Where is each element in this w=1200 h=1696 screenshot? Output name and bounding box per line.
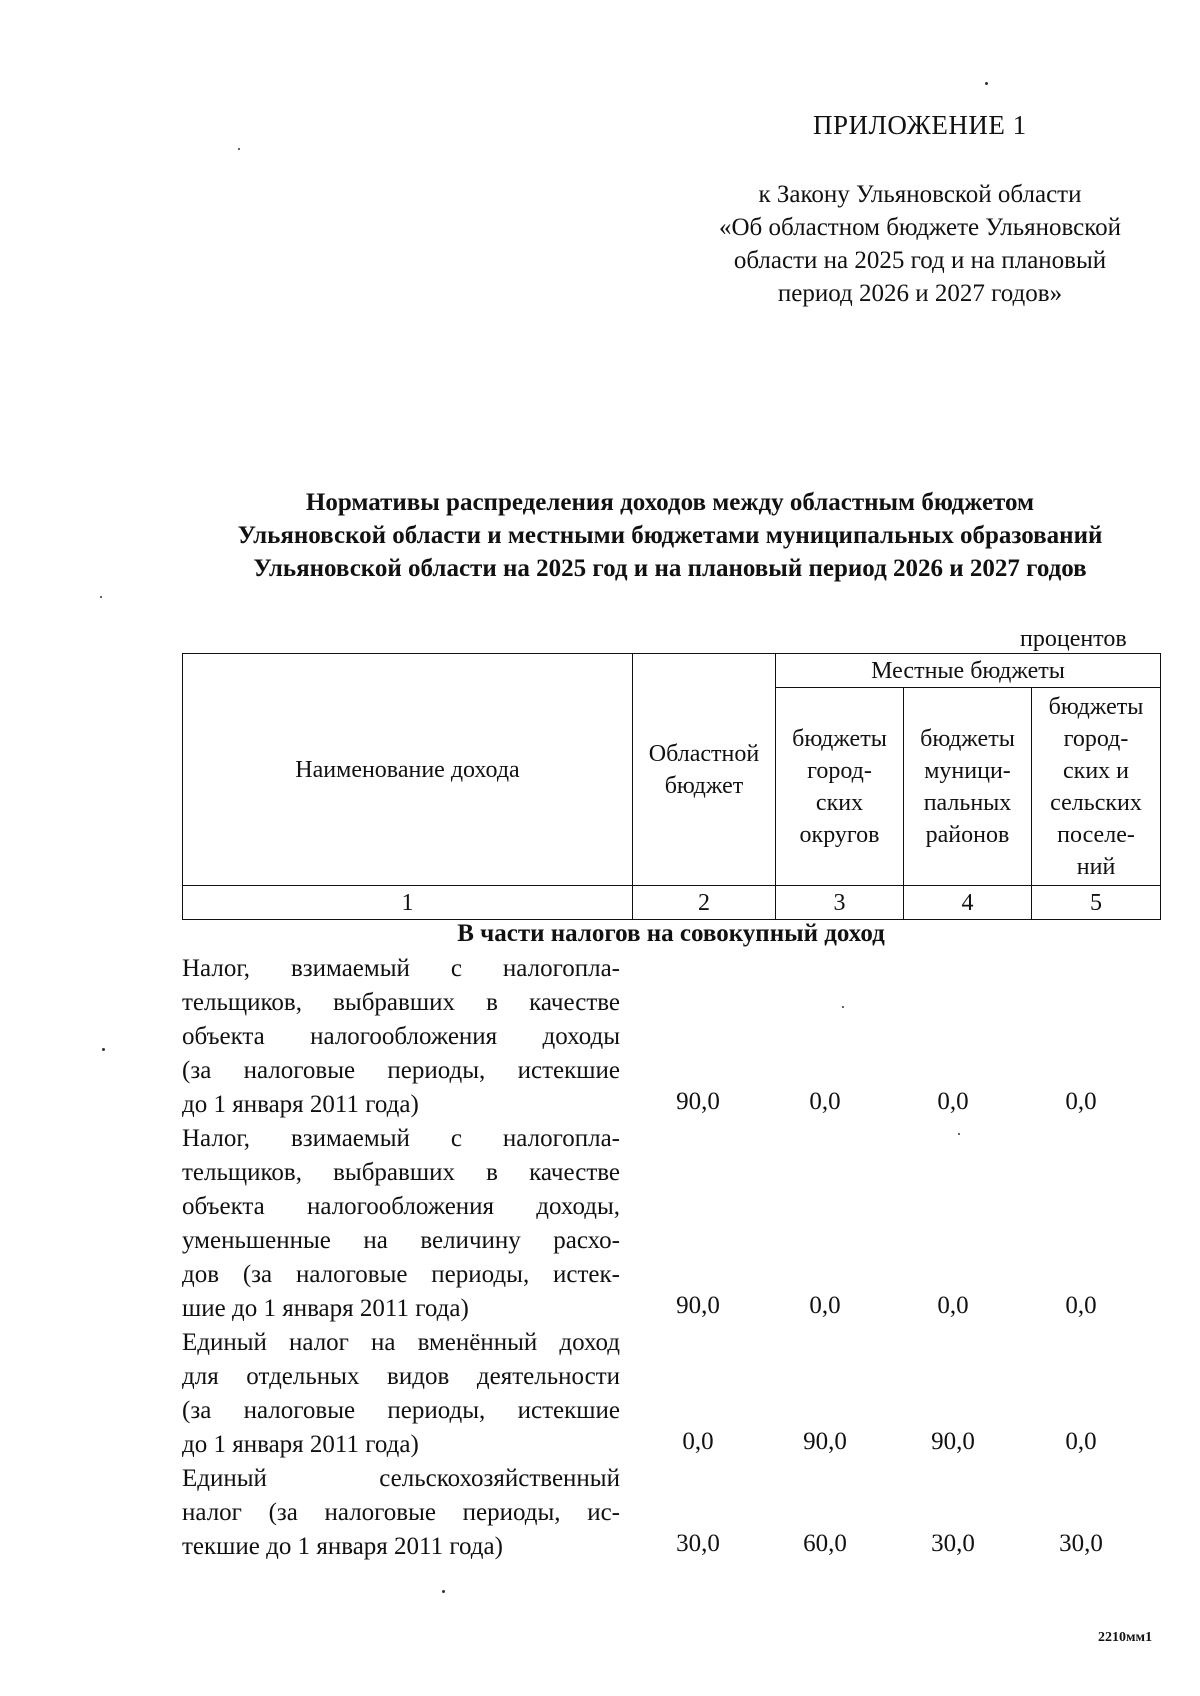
income-name-line: объекта налогообложения доходы (182, 1023, 620, 1050)
scan-speck (100, 596, 102, 598)
income-name (182, 1326, 620, 1462)
income-name (182, 1122, 620, 1326)
income-name-line: тельщиков, выбравших в качестве (182, 989, 620, 1016)
header-regional-budget (633, 654, 776, 886)
scan-speck (958, 1133, 960, 1135)
income-name-line: до 1 января 2011 года) (182, 1431, 419, 1458)
income-name-line: уменьшенные на величину расхо- (182, 1227, 620, 1254)
value-urban: 0,0 (809, 1088, 841, 1115)
header-settlements-label: бюджеты город-ских и сельских поселе-ний (1048, 693, 1144, 880)
value-urban: 0,0 (809, 1292, 841, 1319)
income-name-line: Налог, взимаемый с налогопла- (182, 955, 620, 982)
value-municipal: 0,0 (937, 1292, 969, 1319)
value-municipal: 30,0 (931, 1530, 975, 1557)
value-urban: 90,0 (803, 1428, 847, 1455)
scan-speck (842, 1006, 844, 1008)
income-name-line: для отдельных видов деятельности (182, 1363, 620, 1390)
income-name-line: шие до 1 января 2011 года) (182, 1295, 469, 1322)
value-regional: 90,0 (676, 1088, 720, 1115)
value-regional: 90,0 (676, 1292, 720, 1319)
column-number: 2 (633, 886, 776, 920)
document-title (170, 486, 1170, 585)
header-income-name: Наименование дохода (183, 654, 633, 886)
income-name-line: налог (за налоговые периоды, ис- (182, 1499, 620, 1526)
header-table (182, 653, 1161, 920)
document-title-line: Нормативы распределения доходов между областным бюджетом (305, 489, 1035, 516)
law-reference-line: «Об областном бюджете Ульяновской (719, 214, 1121, 241)
scan-speck (238, 148, 240, 150)
income-name (182, 1462, 620, 1564)
income-name-line: Единый налог на вменённый доход (182, 1329, 620, 1356)
law-reference-line: период 2026 и 2027 годов» (777, 280, 1063, 307)
column-number: 5 (1032, 886, 1161, 920)
header-municipal-districts (904, 688, 1032, 886)
appendix-title: ПРИЛОЖЕНИЕ 1 (813, 110, 1027, 140)
units-label: процентов (1020, 626, 1127, 652)
header-urban-label: бюджеты город-ских округов (792, 725, 887, 848)
income-name-line: Единый сельскохозяйственный (182, 1465, 620, 1492)
scan-speck (985, 82, 988, 85)
value-urban: 60,0 (803, 1530, 847, 1557)
scan-speck (102, 1048, 105, 1051)
income-name-line: (за налоговые периоды, истекшие (182, 1397, 620, 1424)
header-municipal-label: бюджеты муници-пальных районов (920, 725, 1015, 848)
header-settlements (1032, 688, 1161, 886)
value-municipal: 90,0 (931, 1428, 975, 1455)
scan-speck (442, 1590, 445, 1593)
law-reference-line: области на 2025 год и на плановый (733, 247, 1107, 274)
income-name-line: Налог, взимаемый с налогопла- (182, 1125, 620, 1152)
income-name-line: текшие до 1 января 2011 года) (182, 1533, 503, 1560)
section-title: В части налогов на совокупный доход (457, 920, 885, 947)
value-settlements: 30,0 (1059, 1530, 1103, 1557)
value-municipal: 0,0 (937, 1088, 969, 1115)
header-local-budgets: Местные бюджеты (776, 654, 1161, 688)
value-settlements: 0,0 (1065, 1428, 1097, 1455)
income-name-line: объекта налогообложения доходы, (182, 1193, 620, 1220)
header-urban-districts (776, 688, 904, 886)
income-name-line: дов (за налоговые периоды, истек- (182, 1261, 620, 1288)
income-name-line: (за налоговые периоды, истекшие (182, 1057, 620, 1084)
income-name-line: тельщиков, выбравших в качестве (182, 1159, 620, 1186)
column-number: 3 (776, 886, 904, 920)
value-settlements: 0,0 (1065, 1088, 1097, 1115)
header-regional-label: Областной бюджет (648, 740, 760, 799)
column-number: 1 (183, 886, 633, 920)
income-name (182, 952, 620, 1122)
column-number: 4 (904, 886, 1032, 920)
document-title-line: Ульяновской области на 2025 год и на плановый период 2026 и 2027 годов (253, 555, 1087, 582)
document-title-line: Ульяновской области и местными бюджетами муниципальных образований (237, 522, 1103, 549)
income-name-line: до 1 января 2011 года) (182, 1091, 419, 1118)
law-reference-line: к Закону Ульяновской области (758, 181, 1082, 208)
document-code: 2210мм1 (1098, 1630, 1153, 1645)
value-regional: 0,0 (682, 1428, 714, 1455)
value-regional: 30,0 (676, 1530, 720, 1557)
value-settlements: 0,0 (1065, 1292, 1097, 1319)
law-reference (660, 178, 1180, 310)
